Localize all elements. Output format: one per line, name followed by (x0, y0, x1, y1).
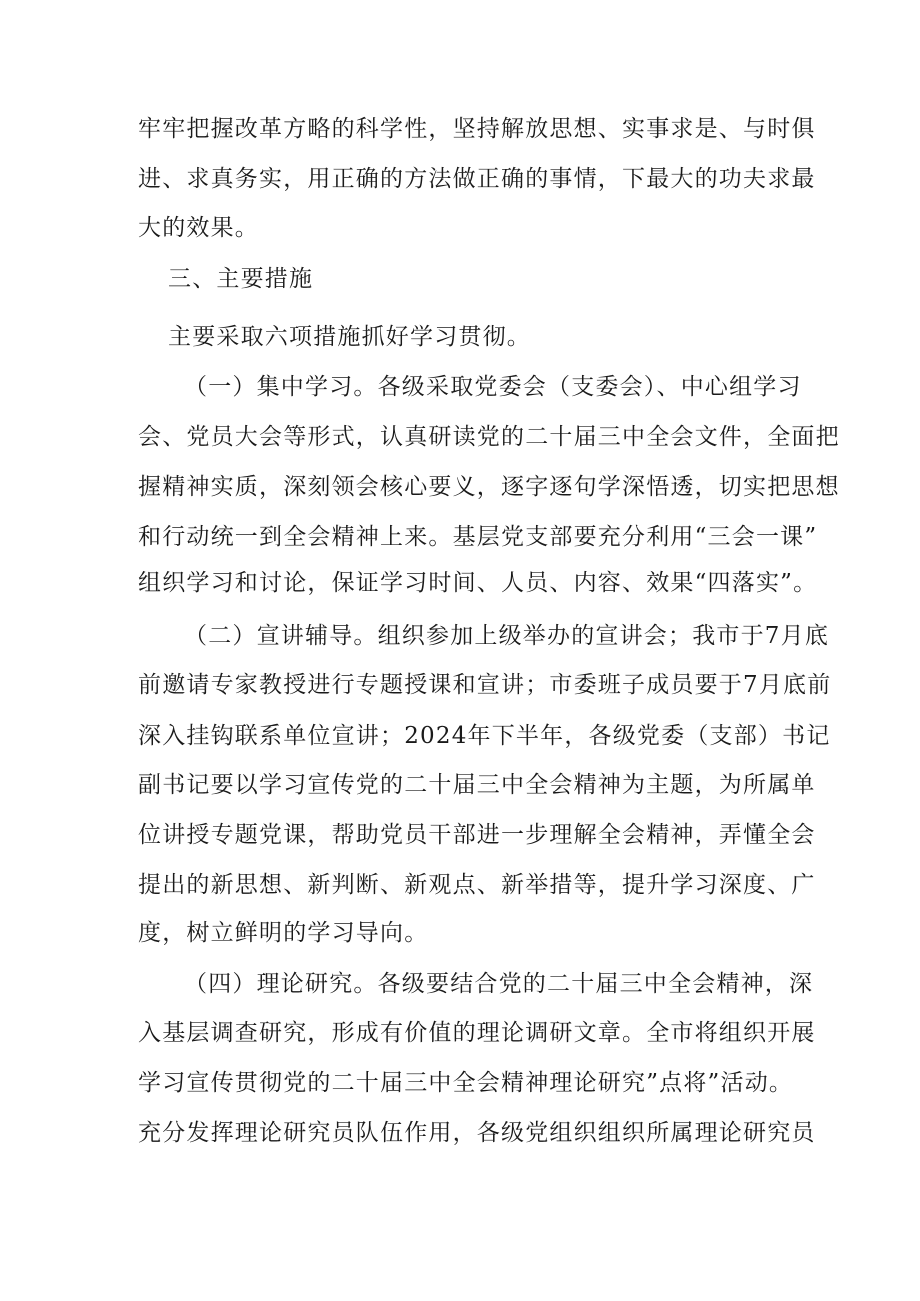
paragraph-line: 位讲授专题党课，帮助党员干部进一步理解全会精神，弄懂全会 (138, 822, 816, 848)
paragraph-line: 度，树立鲜明的学习导向。 (138, 920, 429, 946)
paragraph-line: （二）宣讲辅导。组织参加上级举办的宣讲会；我市于7月底 (184, 623, 830, 649)
paragraph-line: （一）集中学习。各级采取党委会（支委会）、中心组学习 (184, 374, 802, 400)
paragraph-line: 和行动统一到全会精神上来。基层党支部要充分利用“三会一课” (138, 524, 818, 550)
intro-paragraph: 主要采取六项措施抓好学习贯彻。 (168, 324, 531, 350)
paragraph-line: 深入挂钩联系单位宣讲；2024年下半年，各级党委（支部）书记 (138, 723, 831, 749)
paragraph-line: 提出的新思想、新判断、新观点、新举措等，提升学习深度、广 (138, 872, 816, 898)
paragraph-line: 入基层调查研究，形成有价值的理论调研文章。全市将组织开展 (138, 1020, 816, 1046)
paragraph-line: 进、求真务实，用正确的方法做正确的事情，下最大的功夫求最 (138, 166, 816, 192)
section-heading: 三、主要措施 (168, 266, 314, 292)
paragraph-line: 握精神实质，深刻领会核心要义，逐字逐句学深悟透，切实把思想 (138, 474, 840, 500)
paragraph-line: 充分发挥理论研究员队伍作用，各级党组织组织所属理论研究员 (138, 1120, 816, 1146)
paragraph-line: 学习宣传贯彻党的二十届三中全会精神理论研究”点将”活动。 (138, 1070, 794, 1096)
paragraph-line: 前邀请专家教授进行专题授课和宣讲；市委班子成员要于7月底前 (138, 672, 832, 698)
paragraph-line: （四）理论研究。各级要结合党的二十届三中全会精神，深 (184, 971, 814, 997)
paragraph-line: 大的效果。 (138, 215, 259, 241)
paragraph-line: 会、党员大会等形式，认真研读党的二十届三中全会文件，全面把 (138, 424, 840, 450)
paragraph-line: 牢牢把握改革方略的科学性，坚持解放思想、实事求是、与时俱 (138, 116, 816, 142)
paragraph-line: 副书记要以学习宣传党的二十届三中全会精神为主题，为所属单 (138, 772, 816, 798)
paragraph-line: 组织学习和讨论，保证学习时间、人员、内容、效果“四落实”。 (138, 570, 818, 596)
